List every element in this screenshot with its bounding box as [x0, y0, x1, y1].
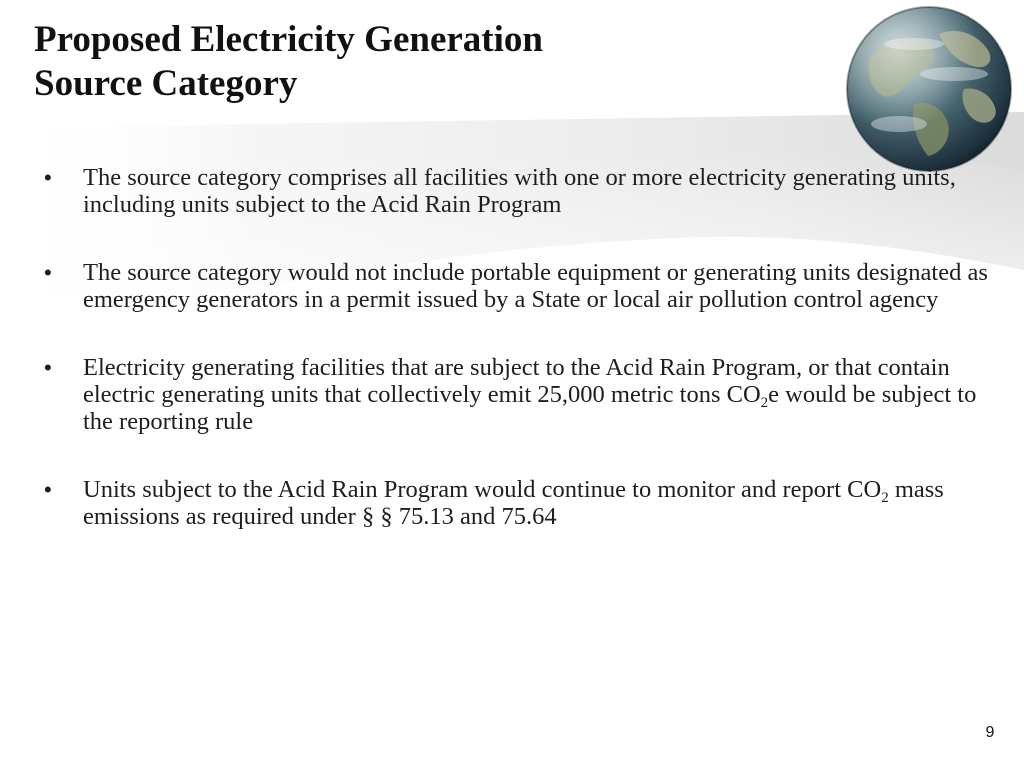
bullet-text-before: Units subject to the Acid Rain Program would continue to monitor and report CO: [83, 476, 882, 503]
list-item: [44, 476, 994, 530]
bullet-text: [83, 476, 944, 530]
list-item: [44, 164, 994, 218]
bullet-text: [83, 354, 976, 435]
bullet-text-before: Electricity generating facilities that are subject to the Acid Rain Program, or that contain electric generating units that collectively emit 25,000 metric tons CO: [83, 354, 950, 408]
bullet-text-after: mass emissions as required under § § 75.13 and 75.64: [83, 476, 944, 530]
bullet-marker: •: [44, 165, 52, 190]
bullet-text: The source category would not include portable equipment or generating units designated as emergency generators in a permit issued by a State or local air pollution control agency: [83, 259, 988, 313]
bullet-marker: •: [44, 355, 52, 380]
page-number: 9: [985, 724, 995, 741]
subscript: 2: [881, 490, 889, 506]
bullet-list: [44, 164, 994, 571]
subscript: 2: [760, 395, 769, 411]
bullet-text: The source category comprises all facilities with one or more electricity generating units, including units subject to the Acid Rain Program: [83, 164, 956, 218]
title-line-1: Proposed Electricity Generation: [34, 19, 543, 60]
bullet-text-after: e would be subject to the reporting rule: [83, 381, 977, 435]
list-item: [44, 259, 994, 313]
title-line-2: Source Category: [34, 63, 298, 104]
list-item: [44, 354, 994, 435]
page-title: [34, 18, 794, 106]
bullet-marker: •: [44, 477, 52, 502]
bullet-marker: •: [44, 260, 52, 285]
globe-icon: [844, 4, 1014, 174]
